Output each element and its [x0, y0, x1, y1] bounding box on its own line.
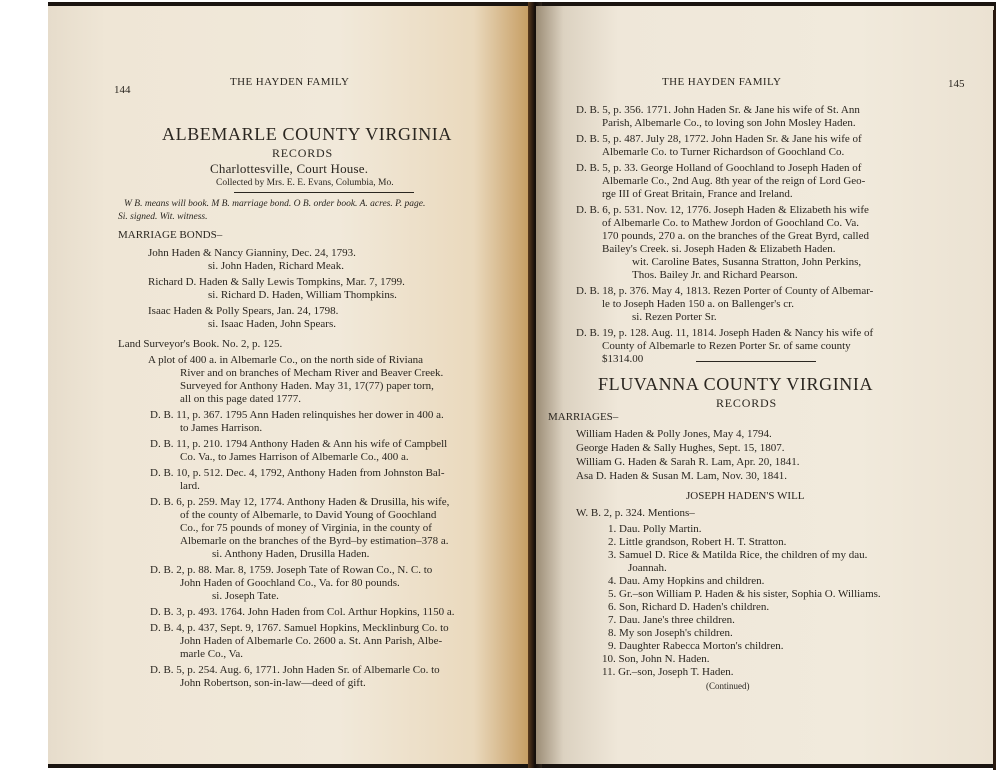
mention-line: Joannah. [628, 562, 667, 574]
bond-line: Isaac Haden & Polly Spears, Jan. 24, 1798. [148, 305, 339, 317]
deed-line: Albemarle Co., 2nd Aug. 8th year of the reign of Lord Geo- [602, 175, 866, 187]
records-subtitle: RECORDS [272, 146, 333, 160]
record-line: Surveyed for Anthony Haden. May 31, 17(77) paper torn, [180, 380, 434, 392]
deed-line: D. B. 18, p. 376. May 4, 1813. Rezen Porter of County of Albemar- [576, 285, 874, 297]
mention-line: 11. Gr.–son, Joseph T. Haden. [602, 666, 734, 678]
surveyor-heading: Land Surveyor's Book. No. 2, p. 125. [118, 338, 283, 350]
bond-line: John Haden & Nancy Gianniny, Dec. 24, 1793. [148, 247, 356, 259]
mention-line: 8. My son Joseph's children. [608, 627, 733, 639]
abbreviations-line-1: W B. means will book. M B. marriage bond. O B. order book. A. acres. P. page. [124, 199, 426, 209]
record-line: Co., for 75 pounds of money of Virginia, in the county of [180, 522, 432, 534]
open-book [48, 2, 996, 768]
record-line: John Robertson, son-in-law—deed of gift. [180, 677, 366, 689]
page-number-left: 144 [114, 84, 131, 96]
record-line: A plot of 400 a. in Albemarle Co., on the north side of Riviana [148, 354, 423, 366]
marriages-heading: MARRIAGES– [548, 411, 619, 423]
mention-line: 6. Son, Richard D. Haden's children. [608, 601, 770, 613]
record-line: D. B. 3, p. 493. 1764. John Haden from Col. Arthur Hopkins, 1150 a. [150, 606, 455, 618]
bond-line: si. Isaac Haden, John Spears. [208, 318, 336, 330]
bond-line: Richard D. Haden & Sally Lewis Tompkins, Mar. 7, 1799. [148, 276, 405, 288]
collected-by: Collected by Mrs. E. E. Evans, Columbia, Mo. [216, 178, 394, 188]
marriage-line: Asa D. Haden & Susan M. Lam, Nov. 30, 1841. [576, 470, 788, 482]
record-line: D. B. 11, p. 210. 1794 Anthony Haden & Ann his wife of Campbell [150, 438, 448, 450]
record-line: si. Anthony Haden, Drusilla Haden. [212, 548, 370, 560]
deed-line: County of Albemarle to Rezen Porter Sr. of same county [602, 340, 851, 352]
marriage-bonds-heading: MARRIAGE BONDS– [118, 229, 223, 241]
record-line: D. B. 6, p. 259. May 12, 1774. Anthony Haden & Drusilla, his wife, [150, 496, 450, 508]
deed-line: si. Rezen Porter Sr. [632, 311, 717, 323]
left-page [48, 6, 532, 764]
deed-line: Albemarle Co. to Turner Richardson of Goochland Co. [602, 146, 845, 158]
mention-line: 3. Samuel D. Rice & Matilda Rice, the children of my dau. [608, 549, 868, 561]
abbreviations-line-2: Si. signed. Wit. witness. [118, 212, 208, 222]
deed-line: Parish, Albemarle Co., to loving son John Mosley Haden. [602, 117, 856, 129]
record-line: D. B. 11, p. 367. 1795 Ann Haden relinquishes her dower in 400 a. [150, 409, 444, 421]
mention-line: 7. Dau. Jane's three children. [608, 614, 735, 626]
will-title: JOSEPH HADEN'S WILL [686, 490, 805, 502]
deed-line: rge III of Great Britain, France and Ireland. [602, 188, 793, 200]
mention-line: 5. Gr.–son William P. Haden & his sister, Sophia O. Williams. [608, 588, 881, 600]
mention-line: 1. Dau. Polly Martin. [608, 523, 702, 535]
county-title: FLUVANNA COUNTY VIRGINIA [598, 374, 874, 394]
mention-line: 4. Dau. Amy Hopkins and children. [608, 575, 765, 587]
deed-line: D. B. 5, p. 487. July 28, 1772. John Haden Sr. & Jane his wife of [576, 133, 862, 145]
deed-line: D. B. 5, p. 33. George Holland of Goochland to Joseph Haden of [576, 162, 862, 174]
record-line: D. B. 5, p. 254. Aug. 6, 1771. John Haden Sr. of Albemarle Co. to [150, 664, 440, 676]
marriage-line: William Haden & Polly Jones, May 4, 1794. [576, 428, 772, 440]
record-line: D. B. 2, p. 88. Mar. 8, 1759. Joseph Tate of Rowan Co., N. C. to [150, 564, 433, 576]
record-line: Co. Va., to James Harrison of Albemarle Co., 400 a. [180, 451, 409, 463]
deed-line: D. B. 6, p. 531. Nov. 12, 1776. Joseph Haden & Elizabeth his wife [576, 204, 869, 216]
continued-note: (Continued) [706, 681, 750, 691]
will-reference: W. B. 2, p. 324. Mentions– [576, 507, 695, 519]
page-edge [993, 10, 996, 770]
record-line: all on this page dated 1777. [180, 393, 301, 405]
deed-line: $1314.00 [602, 353, 644, 365]
mention-line: 2. Little grandson, Robert H. T. Stratton. [608, 536, 787, 548]
deed-line: Thos. Bailey Jr. and Richard Pearson. [632, 269, 798, 281]
record-line: D. B. 4, p. 437, Sept. 9, 1767. Samuel Hopkins, Mecklinburg Co. to [150, 622, 449, 634]
deed-line: Bailey's Creek. si. Joseph Haden & Elizabeth Haden. [602, 243, 836, 255]
county-title: ALBEMARLE COUNTY VIRGINIA [162, 124, 452, 144]
right-page [536, 6, 994, 764]
divider [696, 361, 816, 362]
deed-line: of Albemarle Co. to Mathew Jordon of Goochland Co. Va. [602, 217, 860, 229]
court-house-line: Charlottesville, Court House. [210, 161, 369, 176]
record-line: D. B. 10, p. 512. Dec. 4, 1792, Anthony Haden from Johnston Bal- [150, 467, 445, 479]
record-line: River and on branches of Mecham River and Beaver Creek. [180, 367, 444, 379]
bond-line: si. Richard D. Haden, William Thompkins. [208, 289, 397, 301]
deed-line: wit. Caroline Bates, Susanna Stratton, John Perkins, [632, 256, 862, 268]
marriage-line: George Haden & Sally Hughes, Sept. 15, 1807. [576, 442, 785, 454]
divider [234, 192, 414, 193]
record-line: John Haden of Goochland Co., Va. for 80 pounds. [180, 577, 400, 589]
deed-line: D. B. 19, p. 128. Aug. 11, 1814. Joseph Haden & Nancy his wife of [576, 327, 874, 339]
marriage-line: William G. Haden & Sarah R. Lam, Apr. 20, 1841. [576, 456, 800, 468]
running-head-left: THE HAYDEN FAMILY [230, 76, 350, 88]
running-head-right: THE HAYDEN FAMILY [662, 76, 782, 88]
page-number-right: 145 [948, 78, 965, 90]
mention-line: 10. Son, John N. Haden. [602, 653, 710, 665]
record-line: Albemarle on the branches of the Byrd–by estimation–378 a. [180, 535, 449, 547]
deed-line: le to Joseph Haden 150 a. on Ballenger's cr. [602, 298, 794, 310]
record-line: marle Co., Va. [180, 648, 244, 660]
records-subtitle: RECORDS [716, 396, 777, 410]
record-line: of the county of Albemarle, to David Young of Goochland [180, 509, 437, 521]
mention-line: 9. Daughter Rabecca Morton's children. [608, 640, 784, 652]
deed-line: 170 pounds, 270 a. on the branches of the Great Byrd, called [602, 230, 869, 242]
record-line: si. Joseph Tate. [212, 590, 279, 602]
deed-line: D. B. 5, p. 356. 1771. John Haden Sr. & Jane his wife of St. Ann [576, 104, 860, 116]
bond-line: si. John Haden, Richard Meak. [208, 260, 344, 272]
record-line: to James Harrison. [180, 422, 263, 434]
record-line: John Haden of Albemarle Co. 2600 a. St. Ann Parish, Albe- [180, 635, 443, 647]
record-line: lard. [180, 480, 200, 492]
